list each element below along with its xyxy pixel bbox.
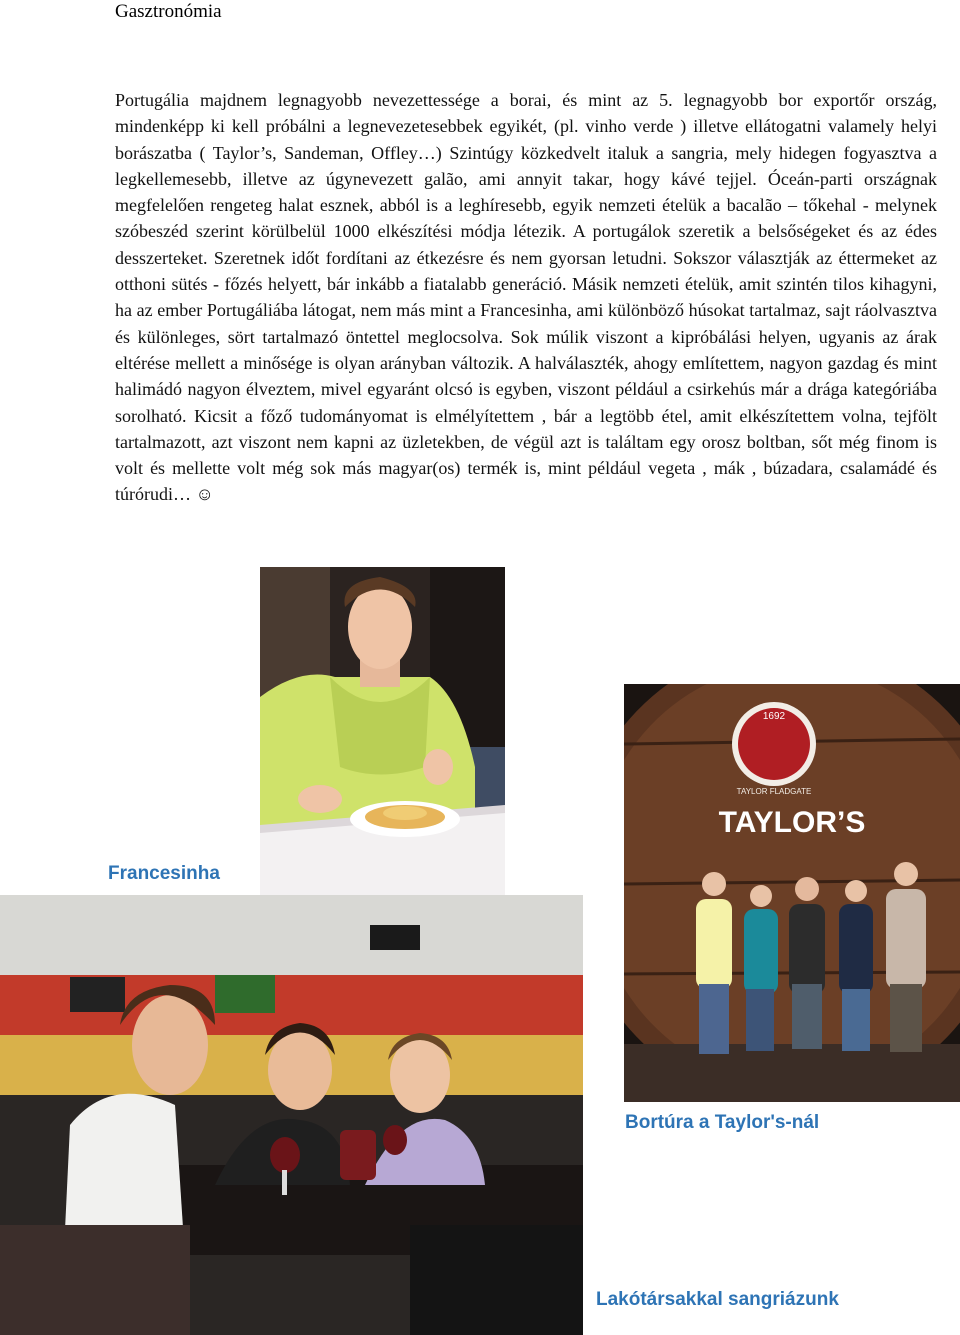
sangria-photo (0, 895, 583, 1335)
section-header: Gasztronómia (115, 1, 222, 22)
logo-text: TAYLOR FLADGATE (736, 787, 812, 796)
caption-francesinha: Francesinha (108, 863, 220, 884)
caption-sangria: Lakótársakkal sangriázunk (596, 1289, 839, 1310)
taylors-sign-text: TAYLOR’S (718, 806, 866, 839)
article-paragraph: Portugália majdnem legnagyobb nevezettessége a borai, és mint az 5. legnagyobb bor exportőr ország, mindenképp ki kell próbálni a legnevezetesebbek egyikét, (pl. vinho verde ) illetve ellátogatni valamely helyi borászatba ( Taylor’s, Sandeman, Offley…) Szintúgy közkedvelt italuk a sangria, mely hidegen fogyasztva a legkellemesebb, illetve az úgynevezett galão, ami annyit takar, hogy kávé tejjel. Óceán-parti országnak megfelelően rengeteg halat esznek, abból is a leghíresebb, egyik nemzeti ételük a bacalão – tőkehal - melynek szóbeszéd szerint körülbelül 1000 elkészítési módja létezik. A portugálok szeretik a belsőségeket és az édes desszerteket. Szeretnek időt fordítani az étkezésre és nem gyorsan letudni. Sokszor választják az éttermeket az otthoni sütés - főzés helyett, bár inkább a fiatalabb generáció. Másik nemzeti ételük, amit szintén tilos kihagyni, ha az ember Portugáliába látogat, nem más mint a Francesinha, ami különböző húsokat tartalmaz, sajt ráolvasztva és különleges, sört tartalmazó öntettel meglocsolva. Sok múlik viszont a kipróbálási helyen, ugyanis az árak eltérése mellett a minősége is olyan arányban változik. A halválaszték, ahogy említettem, nagyon gazdag és mint halimádó nagyon élveztem, mivel egyaránt olcsó is egyben, viszont például a csirkehús már a drága kategóriába sorolható. Kicsit a főző tudományomat is elmélyítettem , bár a legtöbb étel, amit elkészítettem volna, tejfölt tartalmazott, azt viszont nem kapni az üzletekben, de végül azt is találtam egy orosz boltban, sőt még finom is volt és mellette volt még sok más magyar(os) termék is, mint például vegeta , mák , búzadara, csalamádé és túrórudi… ☺ (115, 90, 937, 505)
taylors-photo (624, 684, 960, 1102)
logo-year: 1692 (762, 711, 786, 722)
francesinha-photo (260, 567, 505, 897)
caption-taylors: Bortúra a Taylor's-nál (625, 1112, 820, 1133)
